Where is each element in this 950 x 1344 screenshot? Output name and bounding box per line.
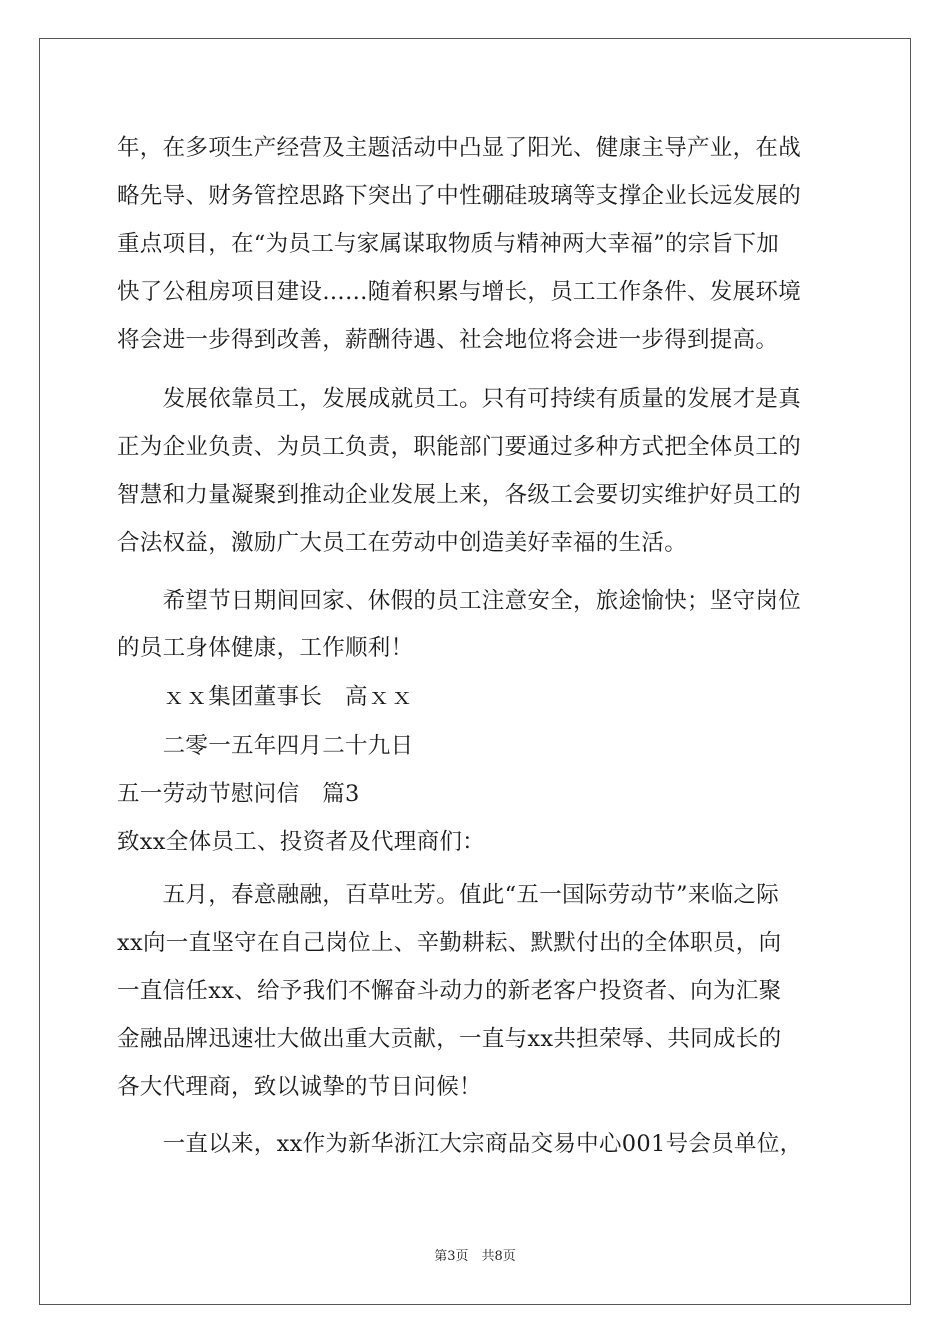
text-line: 将会进一步得到改善，薪酬待遇、社会地位将会进一步得到提高。 <box>117 327 779 353</box>
text-line: 五月，春意融融，百草吐芳。值此“五一国际劳动节”来临之际 <box>117 882 780 908</box>
text-line: 快了公租房项目建设……随着积累与增长，员工工作条件、发展环境 <box>117 279 802 305</box>
text-line: 希望节日期间回家、休假的员工注意安全，旅途愉快；坚守岗位 <box>117 588 802 614</box>
text-line: xx向一直坚守在自己岗位上、辛勤耕耘、默默付出的全体职员，向 <box>117 930 782 956</box>
text-line: 正为企业负责、为员工负责，职能部门要通过多种方式把全体员工的 <box>117 434 802 460</box>
text-line: 的员工身体健康，工作顺利！ <box>117 635 414 661</box>
text-line: 合法权益，激励广大员工在劳动中创造美好幸福的生活。 <box>117 530 688 556</box>
text-line: 一直信任xx、给予我们不懈奋斗动力的新老客户投资者、向为汇聚 <box>117 978 782 1004</box>
signature-line: ｘｘ集团董事长 高ｘｘ <box>117 684 414 710</box>
text-line: 各大代理商，致以诚挚的节日问候！ <box>117 1074 482 1100</box>
text-line: 金融品牌迅速壮大做出重大贡献，一直与xx共担荣辱、共同成长的 <box>117 1026 782 1052</box>
text-line: 发展依靠员工，发展成就员工。只有可持续有质量的发展才是真 <box>117 386 802 412</box>
text-line: 一直以来，xx作为新华浙江大宗商品交易中心001号会员单位， <box>117 1131 803 1157</box>
text-line: 智慧和力量凝聚到推动企业发展上来，各级工会要切实维护好员工的 <box>117 482 802 508</box>
section-heading: 五一劳动节慰问信 篇3 <box>117 781 360 807</box>
text-line: 重点项目，在“为员工与家属谋取物质与精神两大幸福”的宗旨下加 <box>117 231 780 257</box>
date-line: 二零一五年四月二十九日 <box>117 733 414 759</box>
text-line: 略先导、财务管控思路下突出了中性硼硅玻璃等支撑企业长远发展的 <box>117 183 802 209</box>
salutation-line: 致xx全体员工、投资者及代理商们： <box>117 829 485 855</box>
text-line: 年，在多项生产经营及主题活动中凸显了阳光、健康主导产业，在战 <box>117 135 802 161</box>
page-number: 第3页 共8页 <box>434 1249 516 1264</box>
